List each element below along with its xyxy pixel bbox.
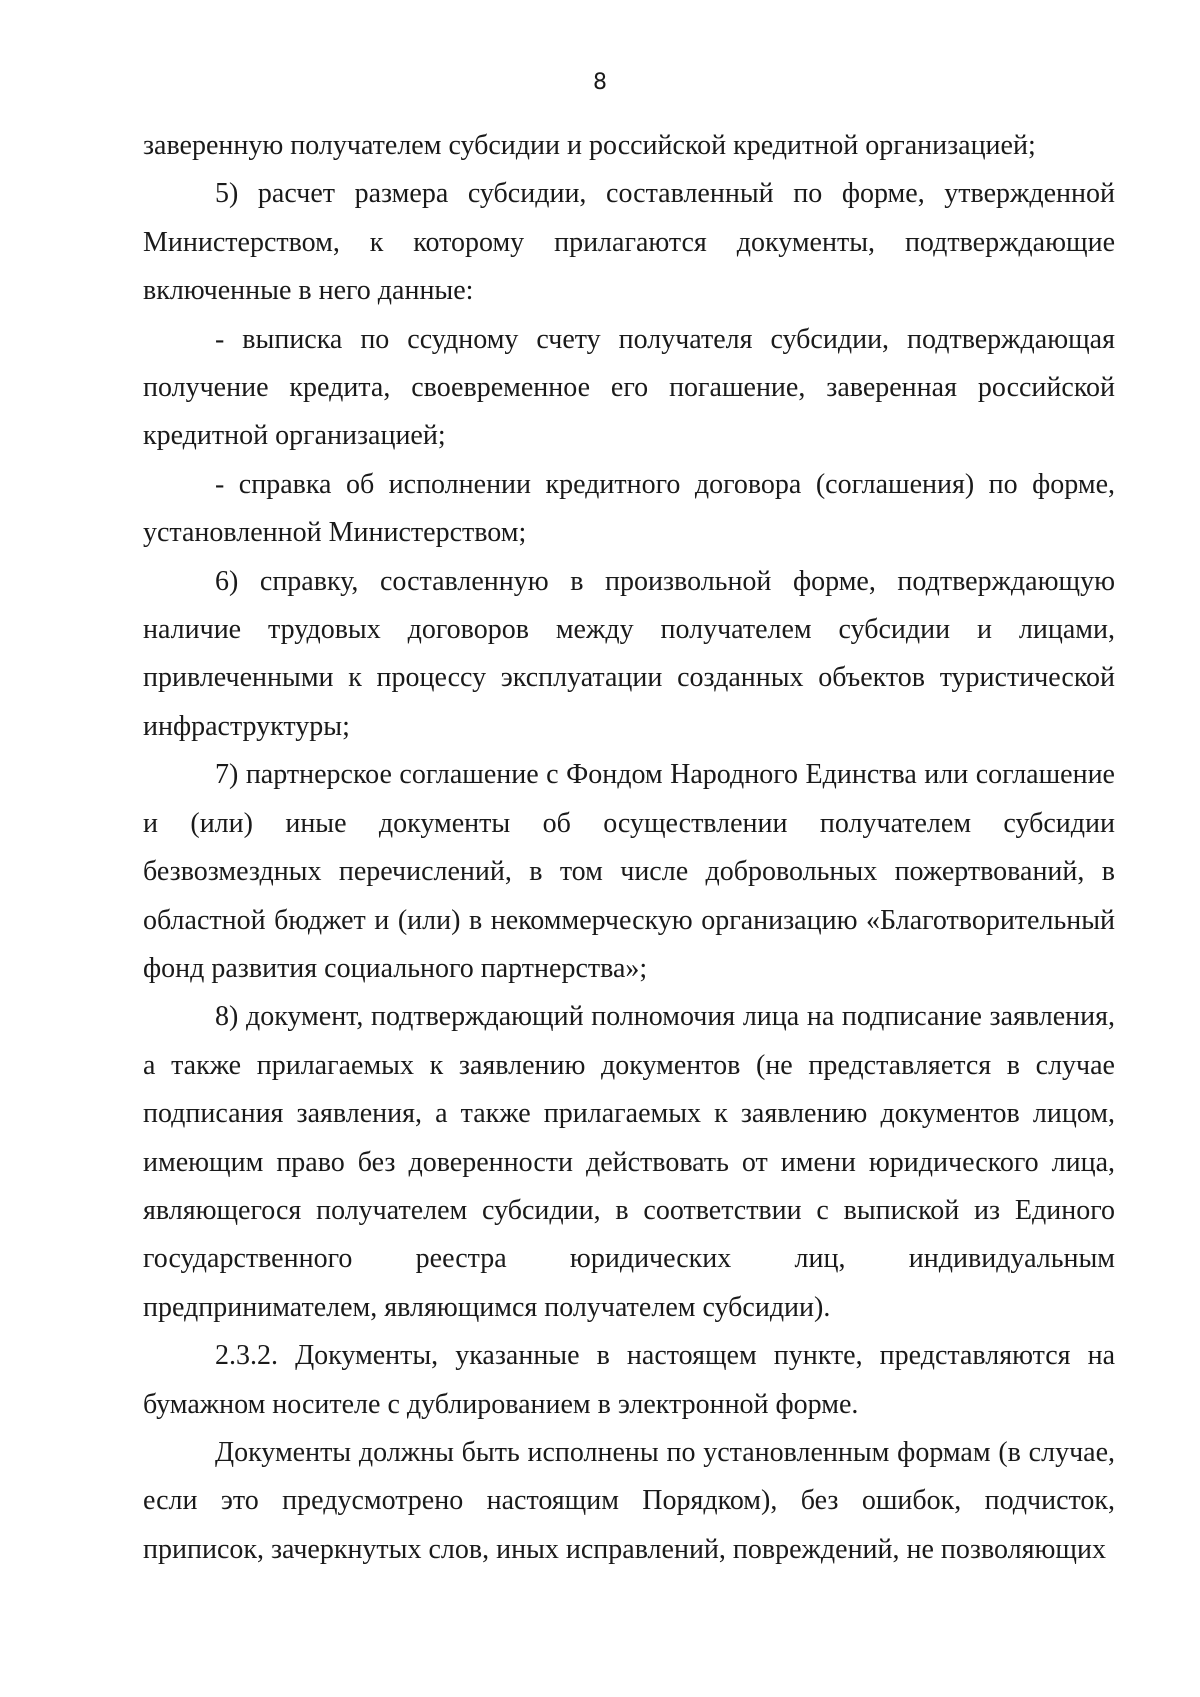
paragraph-continuation: заверенную получателем субсидии и российской кредитной организацией; [143,130,1036,161]
document-body [143,122,1115,1574]
page-number: 8 [593,70,607,95]
paragraph-bullet-credit-certificate: - справка об исполнении кредитного договора (соглашения) по форме, установленной Министерством; [143,468,1115,549]
paragraph-section-2-3-2: 2.3.2. Документы, указанные в настоящем пункте, представляются на бумажном носителе с дублированием в электронной форме. [143,1340,1115,1420]
paragraph-bullet-loan-statement: - выписка по ссудному счету получателя субсидии, подтверждающая получение кредита, своевременное его погашение, заверенная российской кредитной организацией; [143,323,1115,452]
paragraph-item-8: 8) документ, подтверждающий полномочия лица на подписание заявления, а также прилагаемых к заявлению документов (не представляется в случае подписания заявления, а также прилагаемых к заявлению документов лицом, имеющим право без доверенности действовать от имени юридического лица, являющегося получателем субсидии, в соответствии с выпиской из Единого государственного реестра юридических лиц, индивидуальным предпринимателем, являющимся получателем субсидии). [143,1001,1115,1323]
paragraph-item-5: 5) расчет размера субсидии, составленный по форме, утвержденной Министерством, к которому прилагаются документы, подтверждающие включенные в него данные: [143,178,1115,307]
paragraph-item-7: 7) партнерское соглашение с Фондом Народного Единства или соглашение и (или) иные документы об осуществлении получателем субсидии безвозмездных перечислений, в том числе добровольных пожертвований, в областной бюджет и (или) в некоммерческую организацию «Благотворительный фонд развития социального партнерства»; [143,759,1115,984]
paragraph-item-6: 6) справку, составленную в произвольной форме, подтверждающую наличие трудовых договоров между получателем субсидии и лицами, привлеченными к процессу эксплуатации созданных объектов туристической инфраструктуры; [143,565,1115,742]
paragraph-requirements: Документы должны быть исполнены по установленным формам (в случае, если это предусмотрено настоящим Порядком), без ошибок, подчисток, приписок, зачеркнутых слов, иных исправлений, повреждений, не позволяющих [143,1436,1115,1565]
